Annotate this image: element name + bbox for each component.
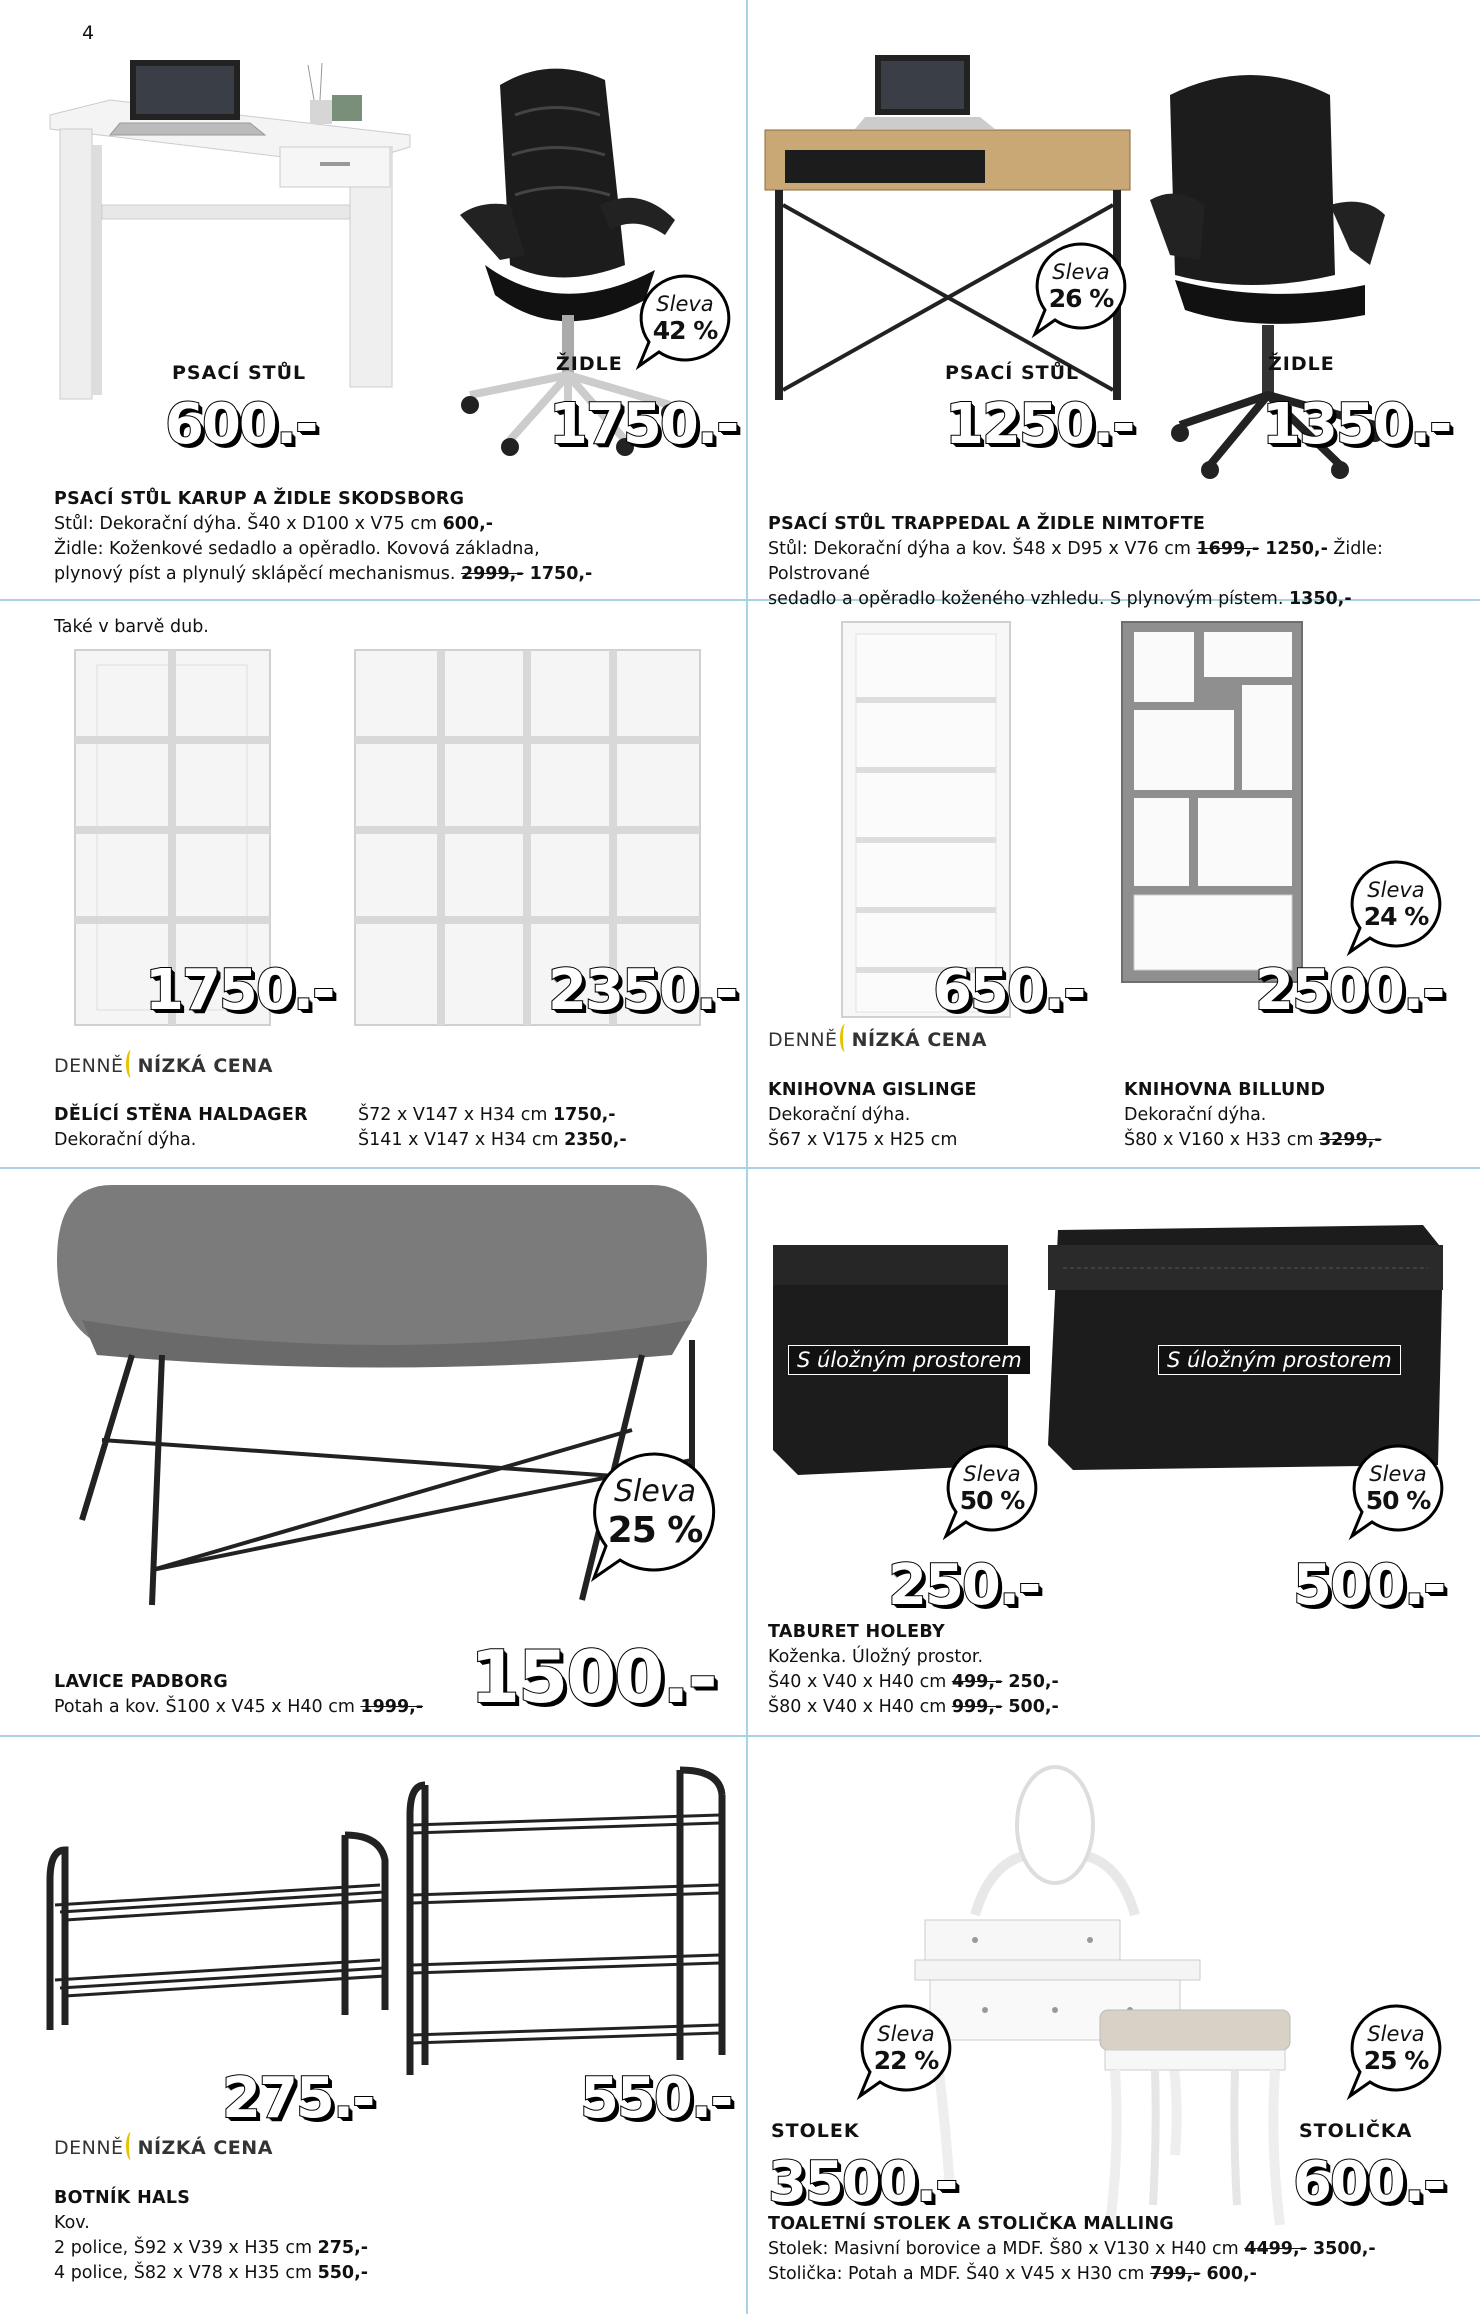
logo-word-b: NÍZKÁ CENA [851,1029,987,1051]
discount-badge-small [944,1442,1040,1538]
desc-line-1: Stůl: Dekorační dýha a kov. Š48 x D95 x V76 cm 1699,- 1250,- Židle: Polstrované [768,539,1383,584]
horizontal-divider-2 [0,1167,1480,1169]
badge-word: Sleva [1367,2022,1425,2046]
old-price: 499,- [951,1672,1003,1692]
badge-word: Sleva [614,1474,696,1509]
daily-low-price-logo [768,1024,987,1052]
product-description [54,1103,384,1153]
product-title: KNIHOVNA GISLINGE [768,1080,977,1100]
price-stolicka: 600.- [1293,2150,1445,2215]
price-stolek: 3500.- [768,2150,957,2215]
desc-line-3: plynový píst a plynulý sklápěcí mechanismus. 2999,- 1750,- [54,564,593,584]
product-description [768,512,1468,612]
price-padborg: 1500.- [470,1635,716,1719]
size-line-1: Š72 x V147 x H34 cm 1750,- [358,1105,616,1125]
discount-badge [590,1450,720,1580]
product-description [768,1620,1468,1720]
discount-badge-large [1350,1442,1446,1538]
badge-percent: 26 % [1048,284,1114,313]
desc-line-1: Potah a kov. Š100 x V45 x H40 cm 1999,- [54,1697,424,1717]
old-price: 3299,- [1318,1130,1382,1150]
product-description [54,487,734,587]
white-desk-image [50,55,410,405]
desk-price: 600.- [165,392,317,457]
horizontal-divider-3 [0,1735,1480,1737]
product-title: PSACÍ STŮL KARUP A ŽIDLE SKODSBORG [54,489,465,509]
storage-tag-small: S úložným prostorem [788,1345,1031,1375]
chair-price: 1350.- [1262,392,1451,457]
logo-word-a: DENNĚ [54,2137,124,2159]
desc-line-1: Stůl: Dekorační dýha. Š40 x D100 x V75 cm 600,- [54,514,494,534]
discount-badge-stolek [858,2002,954,2098]
old-price: 1699,- [1196,539,1260,559]
desc-line-2: 2 police, Š92 x V39 x H35 cm 275,- [54,2238,369,2258]
discount-badge [637,272,733,368]
product-description [54,2186,474,2286]
shoe-rack-2-shelf-image [40,1830,395,2035]
price-billund: 2500.- [1255,958,1444,1023]
badge-word: Sleva [656,292,714,316]
logo-arc-icon [126,2132,136,2160]
product-title: LAVICE PADBORG [54,1672,228,1692]
vertical-divider [746,0,748,2314]
daily-low-price-logo [54,2132,273,2160]
product-title: BOTNÍK HALS [54,2188,191,2208]
product-title: DĚLÍCÍ STĚNA HALDAGER [54,1105,308,1125]
badge-word: Sleva [963,1462,1021,1486]
stolicka-label: STOLIČKA [1299,2120,1413,2142]
shoe-rack-4-shelf-image [400,1765,730,2080]
badge-word: Sleva [1052,260,1110,284]
discount-badge-stolicka [1348,2002,1444,2098]
size-line-2: Š141 x V147 x H34 cm 2350,- [358,1130,627,1150]
storage-tag-large: S úložným prostorem [1158,1345,1401,1375]
old-price: 2999,- [460,564,524,584]
price-small-ottoman: 250.- [888,1553,1040,1618]
badge-percent: 50 % [1365,1486,1431,1515]
badge-word: Sleva [877,2022,935,2046]
product-title: TABURET HOLEBY [768,1622,946,1642]
stolek-label: STOLEK [771,2120,860,2142]
grey-bookcase-image [1120,620,1305,985]
badge-percent: 25 % [607,1510,703,1551]
desc-line-1: Dekorační dýha. [54,1130,197,1150]
desc-line-1: Dekorační dýha. [768,1105,911,1125]
color-note: Také v barvě dub. [54,617,209,637]
desc-line-3: 4 police, Š82 x V78 x H35 cm 550,- [54,2263,369,2283]
desc-line-1: Stolek: Masivní borovice a MDF. Š80 x V130 x H40 cm 4499,- 3500,- [768,2239,1376,2259]
discount-badge [1033,240,1129,336]
old-price: 4499,- [1244,2239,1307,2259]
page-number: 4 [82,22,95,44]
oak-desk-image [765,45,1135,405]
price-hals-2: 275.- [222,2066,374,2131]
logo-word-b: NÍZKÁ CENA [137,1055,273,1077]
desc-line-1: Dekorační dýha. [1124,1105,1267,1125]
logo-arc-icon [840,1024,850,1052]
badge-percent: 42 % [652,316,718,345]
price-hals-4: 550.- [580,2066,732,2131]
desc-line-2: Š40 x V40 x H40 cm 499,- 250,- [768,1672,1059,1692]
product-title: PSACÍ STŮL TRAPPEDAL A ŽIDLE NIMTOFTE [768,514,1206,534]
desk-label: PSACÍ STŮL [172,362,307,384]
chair-price: 1750.- [549,392,738,457]
product-title: KNIHOVNA BILLUND [1124,1080,1326,1100]
gislinge-description [768,1078,1108,1153]
desc-line-2: Š67 x V175 x H25 cm [768,1130,958,1150]
price-gislinge: 650.- [933,958,1085,1023]
product-description [54,1670,474,1720]
desc-line-2: sedadlo a opěradlo koženého vzhledu. S plynovým pístem. 1350,- [768,589,1352,609]
size-list [358,1103,738,1153]
product-description [768,2212,1468,2287]
badge-percent: 24 % [1363,902,1429,931]
desc-line-1: Koženka. Úložný prostor. [768,1647,984,1667]
desc-line-3: Š80 x V40 x H40 cm 999,- 500,- [768,1697,1059,1717]
logo-word-b: NÍZKÁ CENA [137,2137,273,2159]
chair-label: ŽIDLE [1268,353,1335,375]
logo-word-a: DENNĚ [54,1055,124,1077]
badge-word: Sleva [1367,878,1425,902]
price-large-shelf: 2350.- [548,958,737,1023]
old-price: 999,- [951,1697,1003,1717]
badge-percent: 25 % [1363,2046,1429,2075]
desk-price: 1250.- [945,392,1134,457]
discount-badge [1348,858,1444,954]
desk-label: PSACÍ STŮL [945,362,1080,384]
desc-line-2: Š80 x V160 x H33 cm 3299,- [1124,1130,1382,1150]
daily-low-price-logo [54,1050,273,1078]
desc-line-2: Židle: Koženkové sedadlo a opěradlo. Kovová základna, [54,539,540,559]
vanity-stool-image [1095,2005,1300,2230]
badge-percent: 50 % [959,1486,1025,1515]
badge-percent: 22 % [873,2046,939,2075]
old-price: 1999,- [360,1697,424,1717]
old-price: 799,- [1149,2264,1201,2284]
desc-line-1: Kov. [54,2213,90,2233]
price-large-ottoman: 500.- [1293,1553,1445,1618]
billund-description [1124,1078,1464,1153]
badge-word: Sleva [1369,1462,1427,1486]
chair-label: ŽIDLE [556,353,623,375]
price-small-shelf: 1750.- [145,958,334,1023]
logo-arc-icon [126,1050,136,1078]
logo-word-a: DENNĚ [768,1029,838,1051]
desc-line-2: Stolička: Potah a MDF. Š40 x V45 x H30 cm 799,- 600,- [768,2264,1257,2284]
product-title: TOALETNÍ STOLEK A STOLIČKA MALLING [768,2214,1175,2234]
